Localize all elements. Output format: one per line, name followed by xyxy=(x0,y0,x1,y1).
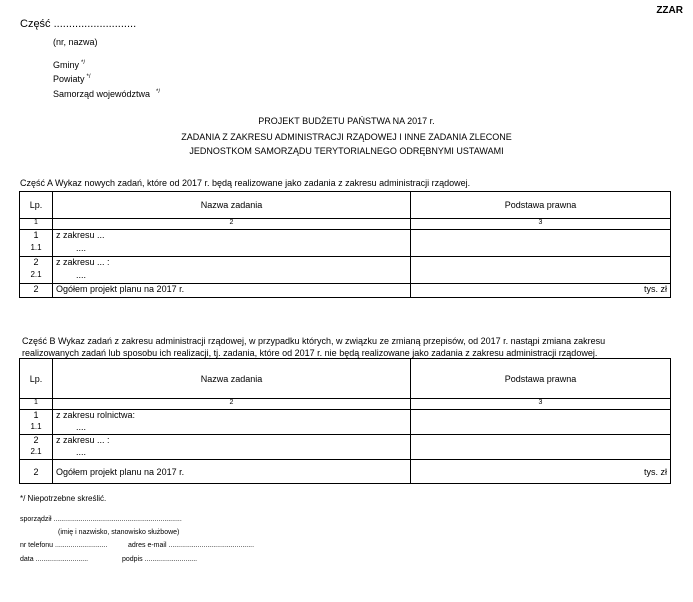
samorzad-label: Samorząd województwa */ xyxy=(53,89,161,99)
row-podstawa xyxy=(411,410,671,435)
nr-nazwa-hint: (nr, nazwa) xyxy=(53,37,98,47)
header-lp: Lp. xyxy=(20,359,53,399)
col-num-1: 1 xyxy=(20,399,53,410)
telefon-field: nr telefonu ........................... xyxy=(20,542,108,549)
row-name: z zakresu ... : .... xyxy=(53,435,411,460)
row-name: z zakresu ... : .... xyxy=(53,257,411,284)
total-unit: tys. zł xyxy=(411,284,671,298)
total-lp: 2 xyxy=(20,460,53,484)
part-b-caption-1: Część B Wykaz zadań z zakresu administracji rządowej, w przypadku których, w związku ze zmianą przepisów, od 2017 r. nastąpi zmiana zakresu xyxy=(22,336,606,346)
part-b-caption-2: realizowanych zadań lub sposobu ich realizacji, tj. zadania, które od 2017 r. nie będą realizowane jako zadania z zakresu administracji rządowej. xyxy=(22,348,598,358)
part-b-table xyxy=(19,358,671,484)
col-num-2: 2 xyxy=(53,219,411,230)
email-field: adres e-mail ............................................ xyxy=(128,542,255,549)
czesc-label: Część ........................... xyxy=(20,18,137,30)
sporzadzil-field: sporządził .................................................................. xyxy=(20,516,182,523)
total-lp: 2 xyxy=(20,284,53,298)
table-row xyxy=(20,410,671,435)
header-podstawa: Podstawa prawna xyxy=(411,359,671,399)
podpis-field: podpis ........................... xyxy=(122,556,198,563)
col-num-3: 3 xyxy=(411,219,671,230)
row-name: z zakresu ... .... xyxy=(53,230,411,257)
footnote-note: */ Niepotrzebne skreślić. xyxy=(20,494,107,503)
header-podstawa: Podstawa prawna xyxy=(411,192,671,219)
col-num-1: 1 xyxy=(20,219,53,230)
table-header-row xyxy=(20,359,671,399)
column-number-row xyxy=(20,219,671,230)
table-row xyxy=(20,435,671,460)
row-podstawa xyxy=(411,257,671,284)
total-label: Ogółem projekt planu na 2017 r. xyxy=(53,284,411,298)
total-row xyxy=(20,460,671,484)
table-row xyxy=(20,257,671,284)
title-line-2: ZADANIA Z ZAKRESU ADMINISTRACJI RZĄDOWEJ I INNE ZADANIA ZLECONE xyxy=(181,132,512,142)
title-line-3: JEDNOSTKOM SAMORZĄDU TERYTORIALNEGO ODRĘBNYMI USTAWAMI xyxy=(189,146,504,156)
table-row xyxy=(20,230,671,257)
column-number-row xyxy=(20,399,671,410)
part-a-caption: Część A Wykaz nowych zadań, które od 2017 r. będą realizowane jako zadania z zakresu administracji rządowej. xyxy=(20,178,471,188)
gminy-label: Gminy */ xyxy=(53,60,86,70)
col-num-2: 2 xyxy=(53,399,411,410)
row-podstawa xyxy=(411,230,671,257)
imie-hint: (imię i nazwisko, stanowisko służbowe) xyxy=(58,529,180,536)
total-unit: tys. zł xyxy=(411,460,671,484)
total-label: Ogółem projekt planu na 2017 r. xyxy=(53,460,411,484)
row-lp: 1 1.1 xyxy=(20,230,53,257)
powiaty-label: Powiaty */ xyxy=(53,74,91,84)
form-code: ZZAR xyxy=(656,5,683,16)
row-name: z zakresu rolnictwa: .... xyxy=(53,410,411,435)
total-row xyxy=(20,284,671,298)
title-line-1: PROJEKT BUDŻETU PAŃSTWA NA 2017 r. xyxy=(258,116,435,126)
row-podstawa xyxy=(411,435,671,460)
header-nazwa: Nazwa zadania xyxy=(53,192,411,219)
col-num-3: 3 xyxy=(411,399,671,410)
table-header-row xyxy=(20,192,671,219)
data-field: data ........................... xyxy=(20,556,89,563)
part-a-table xyxy=(19,191,671,298)
header-nazwa: Nazwa zadania xyxy=(53,359,411,399)
header-lp: Lp. xyxy=(20,192,53,219)
row-lp: 2 2.1 xyxy=(20,257,53,284)
row-lp: 1 1.1 xyxy=(20,410,53,435)
row-lp: 2 2.1 xyxy=(20,435,53,460)
